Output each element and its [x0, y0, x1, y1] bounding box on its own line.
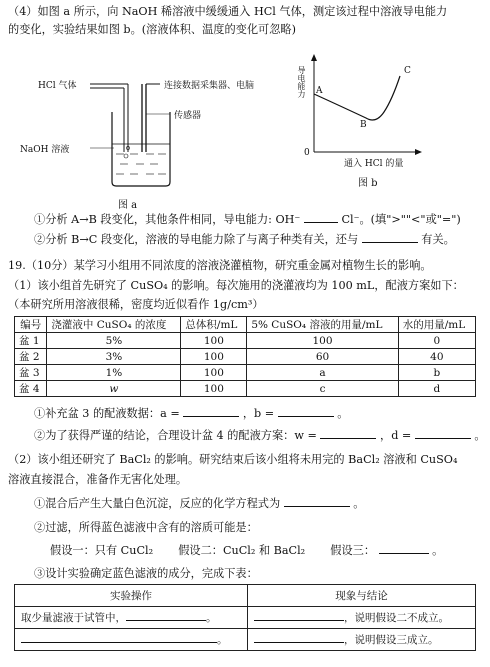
q19-t1-end: 。 — [353, 497, 365, 510]
sensor-label: 传感器 — [174, 111, 202, 121]
table-cell: 盆 4 — [15, 381, 47, 397]
figure-a — [20, 62, 260, 192]
q19-part2-line2: 溶液直接混合，准备作无害化处理。 — [8, 473, 188, 486]
hypothesis-2: 假设二：CuCl₂ 和 BaCl₂ — [178, 544, 306, 557]
operation-text: 取少量滤液于试管中， — [21, 612, 126, 624]
q4-sub1 — [34, 212, 461, 227]
q19-line3: （本研究所用溶液很稀，密度均近似看作 1g/cm³） — [8, 298, 264, 311]
answer-blank-a[interactable] — [183, 406, 239, 417]
q19-s1-text: ①补充盆 3 的配液数据：a = — [34, 407, 180, 420]
q4-sub1-blank[interactable] — [304, 212, 338, 223]
point-c-label: C — [404, 66, 411, 76]
table-header: 实验操作 — [15, 585, 248, 607]
table-row — [15, 381, 476, 397]
q19-line2: （1）该小组首先研究了 CuSO₄ 的影响。每次施用的浇灌液均为 100 mL，配液方案如下： — [8, 279, 464, 292]
q4-sub2-end: 有关。 — [421, 233, 455, 246]
q4-sub1-end: Cl⁻。(填">""<"或"=") — [341, 213, 461, 226]
table-cell: 100 — [181, 349, 247, 365]
table-cell: d — [398, 381, 475, 397]
table-row — [15, 349, 476, 365]
hcl-gas-label: HCl 气体 — [38, 81, 77, 91]
q19-t1 — [34, 496, 364, 511]
q19-s2-end: 。 — [474, 429, 486, 442]
table-cell: 3% — [47, 349, 181, 365]
table-header-row — [15, 585, 476, 607]
answer-blank-d[interactable] — [415, 428, 471, 439]
table-cell: 1% — [47, 365, 181, 381]
q19-s1-mid: ，b = — [242, 407, 275, 420]
figure-b-caption: 图 b — [358, 178, 378, 189]
q19-s1-end: 。 — [337, 407, 349, 420]
hypothesis-3: 假设三： — [330, 544, 376, 557]
answer-blank-hypothesis3[interactable] — [379, 543, 429, 554]
q19-s1 — [34, 406, 348, 421]
table-cell: a — [247, 365, 398, 381]
answer-blank-equation[interactable] — [284, 496, 350, 507]
q19-hypotheses — [50, 543, 443, 558]
figure-b — [296, 52, 426, 167]
answer-blank-w[interactable] — [320, 428, 376, 439]
table-header: 浇灌液中 CuSO₄ 的浓度 — [47, 317, 181, 333]
table-row — [15, 333, 476, 349]
point-a-label: A — [316, 86, 323, 96]
point-b-label: B — [360, 120, 367, 130]
naoh-solution-label: NaOH 溶液 — [20, 145, 70, 155]
table-cell — [248, 607, 476, 629]
table-header: 水的用量/mL — [398, 317, 475, 333]
q4-sub2-text: ②分析 B→C 段变化，溶液的导电能力除了与离子种类有关，还与 — [34, 233, 359, 246]
hypothesis-1: 假设一：只有 CuCl₂ — [50, 544, 154, 557]
operation-end: 。 — [217, 634, 228, 646]
q19-t2: ②过滤，所得蓝色滤液中含有的溶质可能是： — [34, 521, 258, 534]
table-cell: 5% — [47, 333, 181, 349]
result-end: ，说明假设二不成立。 — [344, 612, 449, 624]
hypothesis-3-end: 。 — [432, 544, 444, 557]
answer-blank-operation2[interactable] — [21, 632, 217, 643]
table-cell — [248, 629, 476, 651]
table-cell: 100 — [181, 381, 247, 397]
table-cell: 盆 1 — [15, 333, 47, 349]
table-row — [15, 607, 476, 629]
answer-blank-result1[interactable] — [254, 610, 344, 621]
table-cell: 盆 2 — [15, 349, 47, 365]
data-collector-label: 连接数据采集器、电脑 — [164, 81, 255, 91]
mixing-table — [14, 316, 476, 397]
answer-blank-b[interactable] — [278, 406, 334, 417]
table-cell: 100 — [247, 333, 398, 349]
answer-blank-operation1[interactable] — [126, 610, 206, 621]
figure-a-caption: 图 a — [118, 200, 138, 211]
table-cell: 60 — [247, 349, 398, 365]
table-row — [15, 629, 476, 651]
table-header: 5% CuSO₄ 溶液的用量/mL — [247, 317, 398, 333]
table-cell: 0 — [398, 333, 475, 349]
table-cell — [15, 629, 248, 651]
table-cell: b — [398, 365, 475, 381]
x-axis-label: 通入 HCl 的量 — [344, 159, 404, 169]
experiment-table — [14, 584, 476, 651]
origin-label: 0 — [304, 148, 310, 158]
table-cell: 100 — [181, 333, 247, 349]
table-header-row — [15, 317, 476, 333]
q19-t3: ③设计实验确定蓝色滤液的成分，完成下表： — [34, 567, 258, 580]
table-row — [15, 365, 476, 381]
q19-line1: 19.（10分）某学习小组用不同浓度的溶液浇灌植物，研究重金属对植物生长的影响。 — [8, 259, 432, 272]
table-header: 总体积/mL — [181, 317, 247, 333]
table-cell: 100 — [181, 365, 247, 381]
table-cell — [15, 607, 248, 629]
table-cell: 盆 3 — [15, 365, 47, 381]
table-header: 现象与结论 — [248, 585, 476, 607]
table-cell: c — [247, 381, 398, 397]
q4-sub2 — [34, 232, 455, 247]
table-cell: w — [47, 381, 181, 397]
table-cell: 40 — [398, 349, 475, 365]
result-end: ，说明假设三成立。 — [344, 634, 439, 646]
operation-end: 。 — [206, 612, 217, 624]
q19-t1-text: ①混合后产生大量白色沉淀，反应的化学方程式为 — [34, 497, 281, 510]
q4-intro-line1: （4）如图 a 所示，向 NaOH 稀溶液中缓缓通入 HCl 气体，测定该过程中溶液导电能力 — [8, 5, 448, 18]
q19-s2-text: ②为了获得严谨的结论，合理设计盆 4 的配液方案：w = — [34, 429, 317, 442]
q19-s2 — [34, 428, 486, 443]
table-header: 编号 — [15, 317, 47, 333]
q19-s2-mid: ，d = — [380, 429, 412, 442]
q19-part2-line1: （2）该小组还研究了 BaCl₂ 的影响。研究结束后该小组将未用完的 BaCl₂ 溶液和 CuSO₄ — [8, 453, 458, 466]
q4-sub2-blank[interactable] — [362, 232, 418, 243]
y-axis-label: 导电能力 — [297, 66, 306, 98]
q4-intro-line2: 的变化，实验结果如图 b。(溶液体积、温度的变化可忽略) — [8, 23, 296, 36]
answer-blank-result2[interactable] — [254, 632, 344, 643]
q4-sub1-text: ①分析 A→B 段变化，其他条件相同，导电能力: OH⁻ — [34, 213, 301, 226]
